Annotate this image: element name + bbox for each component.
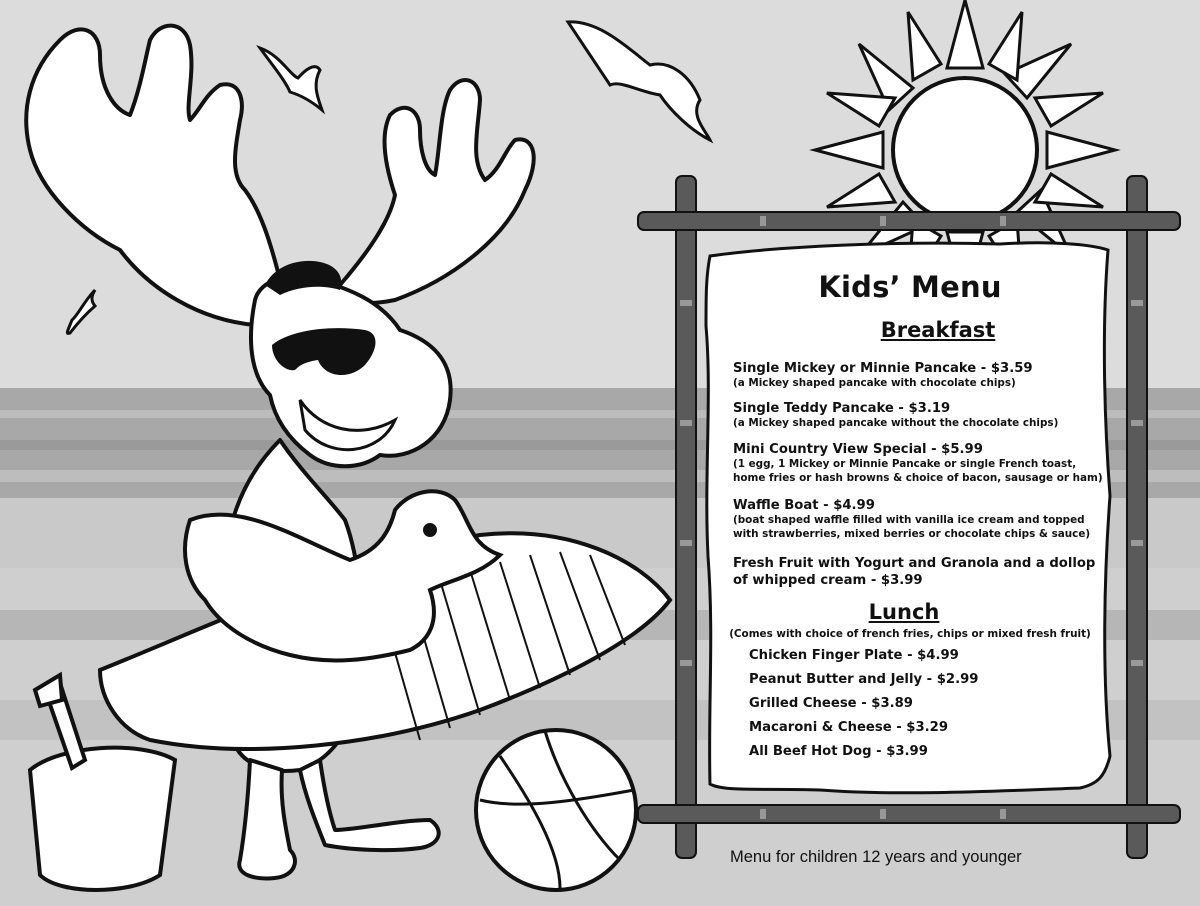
menu-item-description: with strawberries, mixed berries or chocolate chips & sauce) (733, 527, 1091, 540)
lunch-item: Chicken Finger Plate - $4.99 (749, 648, 959, 663)
lunch-item: Peanut Butter and Jelly - $2.99 (749, 672, 979, 687)
menu-item-description: (boat shaped waffle filled with vanilla ice cream and topped (733, 514, 1085, 526)
lunch-note: (Comes with choice of french fries, chips or mixed fresh fruit) (729, 628, 1091, 640)
lunch-item: Grilled Cheese - $3.89 (749, 696, 913, 711)
lunch-item: All Beef Hot Dog - $3.99 (749, 744, 928, 759)
menu-item (733, 497, 1113, 541)
menu-board (700, 236, 1120, 800)
menu-item-description: home fries or hash browns & choice of bacon, sausage or ham) (733, 471, 1103, 484)
menu-item-name: Fresh Fruit with Yogurt and Granola and a dollop (733, 556, 1096, 571)
lunch-heading: Lunch (868, 600, 940, 624)
breakfast-heading: Breakfast (880, 318, 996, 342)
menu-item-name: Mini Country View Special - $5.99 (733, 442, 983, 457)
menu-item (733, 360, 1113, 391)
menu-item-name: Waffle Boat - $4.99 (733, 498, 875, 513)
menu-item-description: (a Mickey shaped pancake with chocolate chips) (733, 377, 1016, 389)
menu-item-description: (a Mickey shaped pancake without the chocolate chips) (733, 417, 1059, 429)
menu-item (733, 400, 1113, 431)
beach-ball-icon (476, 730, 636, 890)
menu-item-name: Single Mickey or Minnie Pancake - $3.59 (733, 361, 1033, 376)
menu-item-description: (1 egg, 1 Mickey or Minnie Pancake or single French toast, (733, 458, 1077, 470)
menu-title: Kids’ Menu (818, 270, 1002, 304)
menu-item-name: Single Teddy Pancake - $3.19 (733, 401, 951, 416)
menu-item (733, 441, 1113, 485)
age-footnote: Menu for children 12 years and younger (730, 848, 1022, 866)
menu-item (733, 555, 1113, 589)
menu-item-name-continued: of whipped cream - $3.99 (733, 573, 923, 588)
lunch-item: Macaroni & Cheese - $3.29 (749, 720, 949, 735)
